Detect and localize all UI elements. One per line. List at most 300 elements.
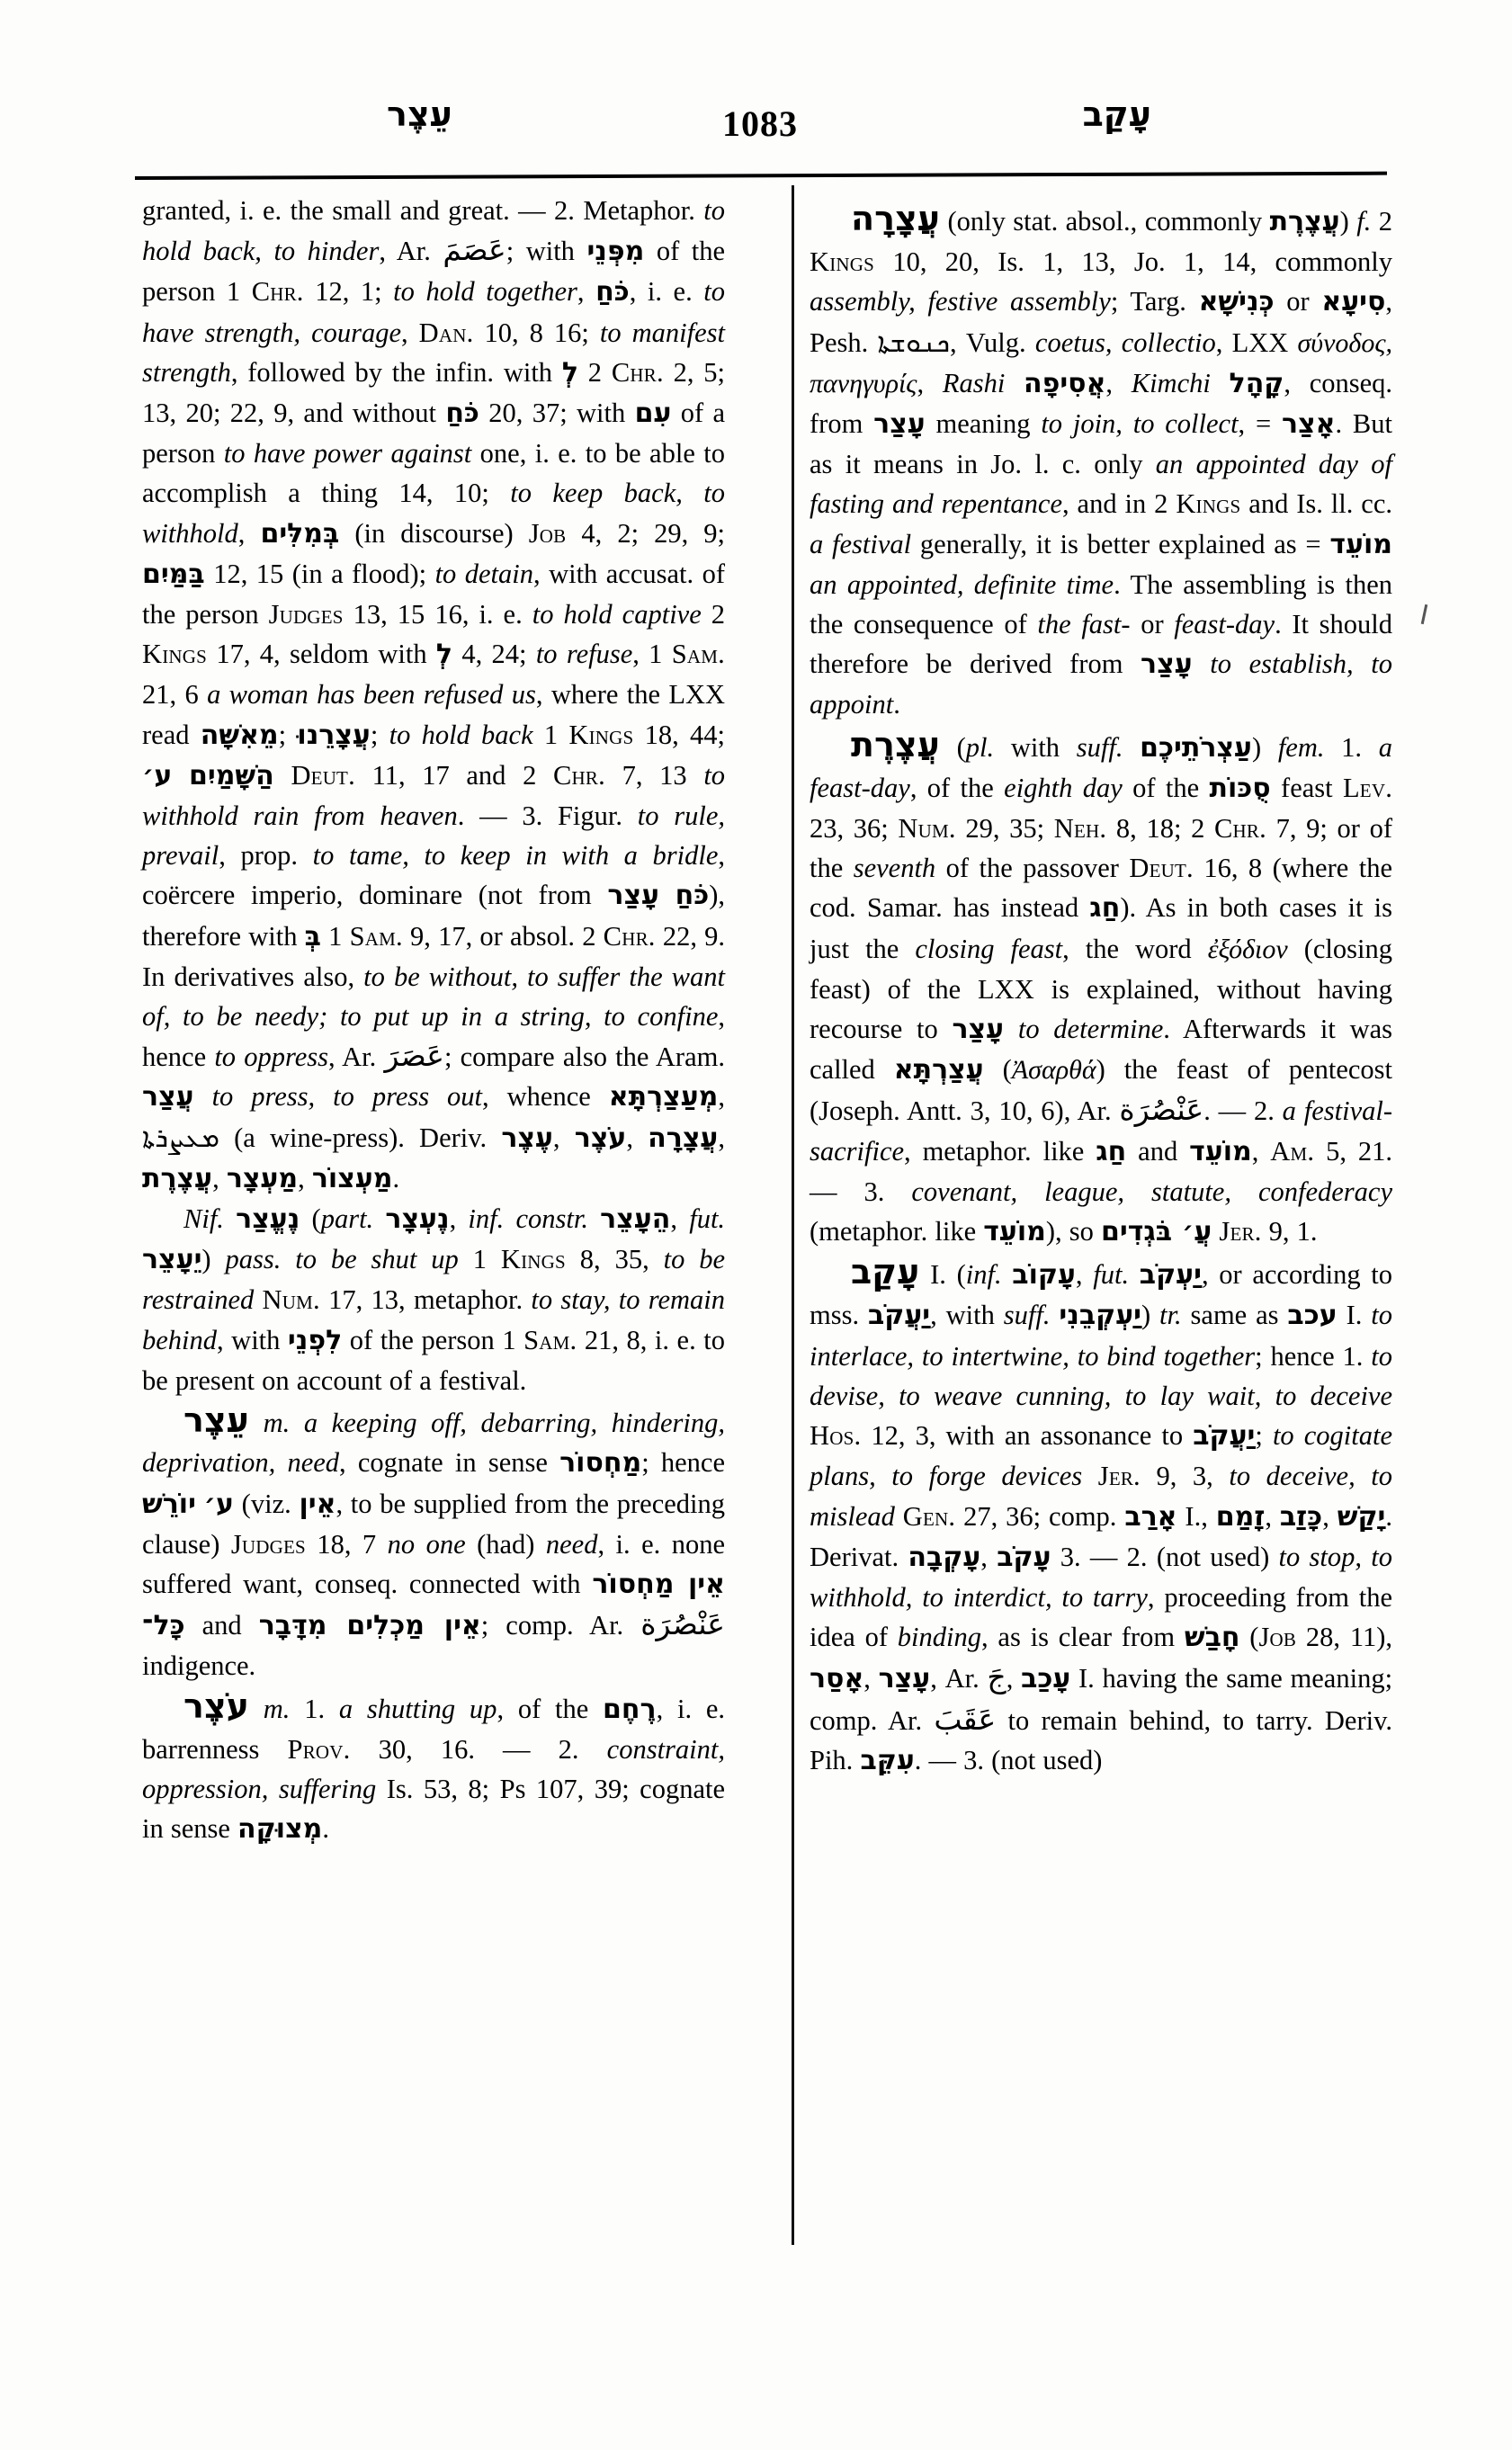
- body-text: 30, 16. — 2.: [350, 1733, 607, 1765]
- body-text: [194, 1081, 212, 1112]
- gloss-text: to withhold rain from heaven: [142, 759, 726, 832]
- body-text: [1005, 368, 1024, 398]
- book-abbreviation: Num.: [898, 813, 956, 845]
- gloss-text: a festival: [810, 528, 912, 559]
- hebrew-word: אֵין: [299, 1488, 336, 1520]
- book-abbreviation: Sam.: [523, 1324, 577, 1355]
- body-text: , where the LXX read: [142, 679, 726, 750]
- body-text: ; Targ.: [1110, 286, 1199, 317]
- body-text: . Afterwards it was called: [810, 1014, 1392, 1086]
- hebrew-word: עֲצַרְתָּא: [893, 1054, 984, 1086]
- body-text: and Is. ll. cc.: [1240, 488, 1393, 520]
- greek-word: σύνοδος, πανηγυρίς: [810, 327, 1392, 398]
- book-abbreviation: Deut.: [291, 759, 355, 791]
- gloss-text: to manifest strength: [142, 317, 725, 388]
- hebrew-lemma: עָקַב: [851, 1252, 920, 1292]
- book-abbreviation: Gen.: [902, 1500, 956, 1532]
- hebrew-word: אָצַר: [1281, 408, 1336, 441]
- body-text: 13, 15 16, i. e.: [343, 599, 532, 630]
- body-text: (in discourse): [339, 517, 529, 549]
- hebrew-word: רֶחֶם: [603, 1693, 657, 1725]
- right-text-column: [792, 191, 1392, 1781]
- hebrew-word: עֲצֶרֶת: [1269, 206, 1340, 237]
- body-text: 28, 11),: [1296, 1622, 1392, 1653]
- hebrew-word: עָצַר: [873, 408, 926, 441]
- hebrew-word: חָבַשׁ: [1184, 1622, 1240, 1654]
- gloss-text: inf.: [965, 1259, 1002, 1291]
- gloss-text: to press, to press out: [211, 1081, 483, 1113]
- body-text: 10, 8 16;: [473, 317, 600, 348]
- entry-otser: [142, 1686, 725, 1850]
- body-text: 3. — 2. (not used): [1051, 1541, 1279, 1572]
- body-text: , followed by the infin. with: [230, 356, 562, 388]
- hebrew-word: חַג: [1096, 1135, 1127, 1167]
- hebrew-lemma: עֲצֶרֶת: [851, 724, 940, 765]
- body-text: . — 3. Figur.: [457, 800, 638, 832]
- gloss-text: fut.: [1093, 1259, 1130, 1291]
- hebrew-word: ע׳: [142, 759, 173, 791]
- hebrew-word: עֲצָרָה: [648, 1122, 719, 1154]
- body-text: , and in 2: [1062, 488, 1176, 520]
- greek-word: Ἀσαρθά: [1011, 1055, 1096, 1086]
- gloss-text: pl.: [965, 731, 995, 763]
- hebrew-word: יַעְקֹב: [1139, 1259, 1202, 1292]
- arabic-word: عَصَرَ: [384, 1038, 444, 1074]
- body-text: ,: [670, 1203, 690, 1235]
- gloss-text: to tame, to keep in with a bridle: [312, 840, 719, 872]
- body-text: 10, 20, Is. 1, 13, Jo. 1, 14, commonly: [874, 246, 1392, 278]
- book-abbreviation: Neh.: [1053, 813, 1107, 845]
- hebrew-word: כֹּחַ: [595, 276, 630, 308]
- body-text: 23, 36;: [810, 813, 899, 845]
- hebrew-word: נֶעֱצַר: [236, 1203, 300, 1236]
- gloss-text: closing feast: [915, 933, 1063, 964]
- body-text: ,: [1251, 1135, 1271, 1167]
- body-text: , with accusat. of the person: [142, 558, 725, 630]
- body-text: of the person 1: [142, 236, 726, 308]
- hebrew-word: עָקֹב: [997, 1541, 1051, 1573]
- hebrew-word: סִיעָא: [1321, 286, 1386, 318]
- gloss-text: to determine: [1017, 1014, 1164, 1045]
- book-abbreviation: Prov.: [287, 1733, 351, 1765]
- body-text: , of the: [909, 772, 1005, 803]
- gloss-text: coetus, collectio: [1034, 326, 1216, 358]
- hebrew-word: קָהָל: [1229, 367, 1284, 399]
- hebrew-word: עֶצֶר: [501, 1122, 553, 1154]
- gloss-text: to hold back: [389, 719, 533, 750]
- gloss-text: to establish, to appoint: [810, 648, 1393, 720]
- body-text: . It should therefore be derived from: [810, 609, 1392, 680]
- gloss-text: to have power against: [223, 438, 472, 469]
- body-text: ,: [237, 517, 261, 549]
- body-text: 2, 5; 13, 20; 22, 9, and without: [142, 356, 725, 429]
- body-text: 4, 24;: [452, 639, 536, 670]
- hebrew-word: עכב: [1287, 1300, 1338, 1332]
- body-text: [254, 1284, 262, 1315]
- body-text: ,: [1006, 1663, 1022, 1694]
- hebrew-word: כֹּחַ: [675, 880, 710, 912]
- body-text: 9, 17, or absol. 2: [402, 920, 604, 952]
- hebrew-lemma: עֵצֶר: [183, 1400, 249, 1441]
- gloss-text: to be without, to suffer the want of, to be needy; to put up in a string, to confine: [142, 961, 725, 1033]
- gloss-text: suff.: [1076, 731, 1123, 763]
- body-text: (had): [465, 1528, 546, 1560]
- body-text: or: [1274, 286, 1322, 317]
- body-text: I.: [1337, 1300, 1372, 1331]
- book-abbreviation: Chr.: [603, 920, 656, 952]
- body-text: [249, 1694, 264, 1724]
- book-abbreviation: Kings: [142, 639, 208, 670]
- hebrew-word: יֵעָצֵר: [142, 1244, 202, 1276]
- body-text: , i. e. none suffered want, conseq. connected with: [142, 1528, 725, 1599]
- book-abbreviation: Kings: [500, 1244, 566, 1275]
- running-head: [135, 94, 1385, 174]
- body-text: 29, 35;: [955, 813, 1054, 845]
- hebrew-word: מַעְצָר: [226, 1162, 299, 1194]
- gloss-text: to interlace, to intertwine, to bind together: [810, 1300, 1392, 1372]
- hebrew-word: לְ: [561, 356, 579, 389]
- body-text: , as is clear from: [981, 1622, 1185, 1653]
- book-abbreviation: Num.: [262, 1284, 320, 1316]
- body-text: [1082, 1461, 1098, 1491]
- gloss-text: a feast-day: [810, 731, 1392, 803]
- gloss-text: to hold captive: [532, 599, 702, 630]
- body-text: , whence: [482, 1081, 609, 1113]
- body-text: [588, 1203, 600, 1234]
- body-text: ,: [449, 1203, 469, 1235]
- body-text: 22, 9. In derivatives also,: [142, 920, 726, 992]
- body-text: , prop.: [219, 840, 313, 872]
- gloss-text: part.: [320, 1203, 374, 1235]
- body-text: 1: [532, 719, 569, 750]
- body-text: ;: [278, 719, 298, 750]
- gloss-text: fem.: [1277, 731, 1325, 763]
- book-abbreviation: Dan.: [418, 317, 474, 348]
- gloss-text: to refuse: [535, 639, 633, 670]
- body-text: ; with: [505, 236, 587, 267]
- hebrew-word: חַג: [1089, 892, 1121, 925]
- body-text: of the person 1: [342, 1324, 524, 1355]
- gloss-text: covenant, league, statute, confederacy: [911, 1176, 1392, 1207]
- gloss-text: to rule, prevail: [142, 800, 725, 872]
- body-text: 1: [458, 1244, 501, 1275]
- body-text: [274, 760, 291, 791]
- body-text: 2: [578, 356, 612, 388]
- gloss-text: suff.: [1003, 1300, 1051, 1331]
- hebrew-lemma: עֲצָרָה: [851, 199, 941, 238]
- body-text: 8, 35,: [565, 1244, 664, 1275]
- body-text: 17, 4, seldom with: [207, 639, 436, 670]
- body-text: 12, 1;: [303, 276, 394, 308]
- body-text: 27, 36; comp.: [955, 1500, 1125, 1532]
- body-text: 17, 13, metaphor.: [319, 1284, 532, 1316]
- hebrew-word: יוֹרֵשׁ: [142, 1488, 196, 1520]
- body-text: ,: [626, 1122, 649, 1153]
- hebrew-word: לְ: [435, 639, 453, 671]
- entry-etser: [142, 1400, 725, 1685]
- gloss-text: assembly, festive assembly: [810, 286, 1111, 317]
- body-text: [1050, 1300, 1059, 1330]
- hebrew-word: כֹּחַ: [445, 398, 479, 430]
- body-text: . — 3. (not used): [914, 1744, 1103, 1775]
- body-text: ): [1251, 731, 1278, 763]
- body-text: 12, 15 (in a flood);: [204, 558, 435, 589]
- body-text: , with: [930, 1300, 1004, 1331]
- hebrew-word: עִם: [634, 398, 672, 430]
- hebrew-word: מֵאִשָּׁה: [200, 719, 279, 751]
- hebrew-word: עָקְבָה: [908, 1541, 981, 1573]
- body-text: [172, 760, 189, 791]
- hebrew-word: כְּנִישָׁא: [1198, 286, 1275, 318]
- body-text: ), therefore with: [142, 880, 725, 952]
- book-abbreviation: Chr.: [1213, 813, 1266, 845]
- gloss-text: m.: [263, 1693, 291, 1724]
- gloss-text: a woman has been refused us: [207, 679, 536, 711]
- hebrew-word: אֵין מַחְסוֹר כָּל־: [142, 1568, 725, 1642]
- hebrew-word: זָמַם: [1215, 1500, 1266, 1533]
- book-abbreviation: Job: [528, 517, 567, 549]
- entry-aqab: [810, 1252, 1392, 1781]
- body-text: ;: [1255, 1420, 1273, 1452]
- hebrew-word: נֶעְצָר: [385, 1203, 450, 1236]
- body-text: , cognate in sense: [339, 1447, 560, 1479]
- hebrew-word: הַשָּׁמַיִם: [188, 759, 274, 791]
- body-text: .: [322, 1813, 329, 1845]
- running-head-right-catchword: עָקַב: [1082, 94, 1151, 134]
- book-abbreviation: Jer.: [1097, 1461, 1141, 1492]
- body-text: ; hence: [641, 1447, 725, 1479]
- body-text: ): [1141, 1300, 1160, 1331]
- hebrew-word: מַעְצוֹר: [311, 1162, 393, 1194]
- body-text: ,: [980, 1541, 998, 1572]
- arabic-word: عَقَبَ: [934, 1701, 997, 1737]
- gloss-text: fut.: [689, 1203, 726, 1235]
- gloss-text: to be restrained: [142, 1244, 726, 1316]
- body-text: , metaphor. like: [904, 1135, 1096, 1167]
- body-text: to remain behind, to tarry. Deriv. Pih.: [810, 1704, 1392, 1775]
- hebrew-word: כָּזַב: [1279, 1500, 1323, 1533]
- gloss-text: m. a keeping off, debarring, hindering, deprivation, need: [142, 1408, 725, 1479]
- book-abbreviation: Jer.: [1219, 1216, 1262, 1247]
- body-text: , proceeding from the idea of: [810, 1581, 1392, 1653]
- gloss-text: to cogitate plans, to forge devices: [810, 1420, 1392, 1492]
- hebrew-word: מוֹעֵד: [983, 1216, 1046, 1248]
- left-text-column: [142, 191, 725, 1849]
- body-text: ,: [577, 276, 596, 308]
- hebrew-word: יַעְקְבֵנִי: [1059, 1300, 1141, 1332]
- gloss-text: pass. to be shut up: [225, 1244, 459, 1275]
- gloss-text: f.: [1356, 206, 1372, 237]
- body-text: , hence: [142, 1001, 725, 1073]
- body-text: ): [201, 1244, 226, 1275]
- gloss-text: tr.: [1159, 1300, 1182, 1331]
- body-text: [1211, 368, 1230, 398]
- hebrew-word: עָצַר: [1141, 648, 1193, 681]
- hebrew-word: בַּמַּיִם: [142, 558, 205, 590]
- body-text: [1123, 732, 1140, 763]
- body-text: [895, 1501, 903, 1532]
- body-text: of the passover: [935, 853, 1130, 884]
- body-text: 7, 13: [604, 759, 704, 791]
- body-text: (a wine-press). Deriv.: [219, 1122, 502, 1153]
- gloss-text: Kimchi: [1131, 367, 1211, 398]
- greek-word: ἐξόδιον: [1207, 934, 1288, 964]
- book-abbreviation: Chr.: [611, 356, 664, 388]
- hebrew-word: עִקֵּב: [860, 1744, 915, 1776]
- body-text: Is. 53, 8; Ps 107, 39; cognate in sense: [142, 1773, 725, 1845]
- body-text: ,: [1265, 1500, 1280, 1532]
- body-text: ; comp. Ar.: [480, 1610, 641, 1641]
- body-text: , to be supplied from the preceding clause): [142, 1488, 726, 1560]
- body-text: [196, 1489, 204, 1519]
- book-abbreviation: Judges: [268, 599, 344, 630]
- gloss-text: feast-day: [1174, 609, 1275, 640]
- book-abbreviation: Job: [1258, 1622, 1297, 1653]
- body-text: I. (: [919, 1259, 966, 1291]
- hebrew-word: יַעֲקֹב: [867, 1300, 931, 1332]
- body-text: [1129, 1259, 1140, 1290]
- body-text: ,: [1105, 367, 1132, 398]
- body-text: ,: [401, 317, 419, 348]
- body-text: I. having the same meaning; comp. Ar.: [810, 1663, 1393, 1736]
- gloss-text: to keep back, to withhold: [142, 478, 725, 549]
- body-text: (viz.: [233, 1488, 300, 1519]
- hebrew-word: עָצַר: [952, 1014, 1005, 1046]
- book-abbreviation: Kings: [1176, 488, 1241, 520]
- body-text: .: [893, 689, 900, 720]
- hebrew-word: אֵין מַכְלִים מִדָּבָר: [258, 1610, 481, 1642]
- body-text: , Vulg.: [950, 326, 1035, 358]
- gloss-text: Nif.: [183, 1203, 224, 1235]
- body-text: or: [1130, 609, 1175, 640]
- hebrew-word: מַחְסוֹר: [559, 1447, 642, 1480]
- body-text: 9, 1.: [1261, 1216, 1318, 1247]
- hebrew-word: מוֹעֵד: [1329, 528, 1392, 560]
- paragraph-niphal: [142, 1199, 725, 1400]
- body-text: 2: [701, 599, 726, 630]
- arabic-word: جَ: [987, 1659, 1007, 1695]
- body-text: 2: [1371, 206, 1392, 237]
- gloss-text: a festival-sacrifice: [810, 1095, 1392, 1167]
- body-text: ,: [212, 1162, 227, 1194]
- syriac-word: ܡܥܨܪܬܐ: [142, 1122, 219, 1154]
- book-abbreviation: Judges: [230, 1528, 306, 1560]
- body-text: feast: [1270, 772, 1343, 803]
- body-text: 12, 3, with an assonance to: [861, 1420, 1194, 1452]
- hebrew-word: אֲסִיפָה: [1024, 367, 1106, 399]
- book-abbreviation: Chr.: [553, 759, 605, 791]
- hebrew-word: עָקוֹב: [1012, 1259, 1076, 1292]
- book-abbreviation: Kings: [810, 246, 875, 278]
- body-text: of a person: [142, 398, 725, 469]
- body-text: ), so: [1045, 1216, 1102, 1247]
- body-text: 11, 17 and 2: [354, 759, 553, 791]
- body-text: ,: [917, 367, 943, 398]
- body-text: ; hence 1.: [1255, 1340, 1372, 1372]
- hebrew-word: בְּמִלִּים: [260, 517, 340, 550]
- entry-atsereth: [810, 725, 1392, 1253]
- arabic-word: عَنْصُرَة: [640, 1606, 725, 1642]
- body-text: , =: [1238, 408, 1282, 440]
- gloss-text: to deceive, to mislead: [810, 1461, 1393, 1532]
- gloss-text: an appointed day of fasting and repentance: [810, 449, 1393, 520]
- body-text: with: [994, 731, 1077, 763]
- hebrew-lemma: עֹצֶר: [183, 1685, 249, 1726]
- gloss-text: seventh: [853, 853, 936, 884]
- body-text: 9, 3,: [1140, 1461, 1230, 1492]
- gloss-text: to hold together: [393, 276, 577, 308]
- gloss-text: to oppress: [214, 1042, 328, 1073]
- gloss-text: to stay, to remain behind: [142, 1284, 726, 1355]
- gloss-text: to devise, to weave cunning, to lay wait, to deceive: [810, 1340, 1392, 1411]
- body-text: and: [184, 1610, 259, 1641]
- hebrew-word: עָצַר: [878, 1663, 931, 1695]
- body-text: 7, 9; or of the: [810, 813, 1392, 884]
- body-text: one, i. e. to be able to accomplish a thing 14, 10;: [142, 438, 725, 509]
- hebrew-word: עֲצַר: [142, 1081, 194, 1113]
- body-text: (closing feast) of the LXX is explained, without having recourse to: [810, 933, 1392, 1045]
- body-text: meaning: [925, 408, 1042, 440]
- hebrew-word: מִפְּנֵי: [586, 236, 645, 268]
- body-text: of the: [1122, 772, 1210, 803]
- body-text: 18, 44;: [633, 719, 725, 750]
- gloss-text: Rashi: [942, 367, 1006, 398]
- hebrew-word: מְצוּקָה: [237, 1813, 323, 1846]
- gloss-text: to stop, to withhold, to interdict, to tarry: [810, 1541, 1392, 1613]
- running-head-left-catchword: עֵצֶר: [387, 94, 452, 134]
- body-text: 8, 18; 2: [1106, 813, 1214, 845]
- body-text: (: [939, 731, 966, 763]
- body-text: ,: [718, 1122, 725, 1153]
- gloss-text: a shutting up: [338, 1693, 497, 1724]
- book-abbreviation: Kings: [568, 719, 634, 750]
- body-text: [249, 1408, 264, 1438]
- body-text: , i. e.: [629, 276, 704, 308]
- entry-atsarah: [810, 199, 1392, 725]
- gloss-text: eighth day: [1004, 772, 1123, 803]
- body-text: [1002, 1259, 1013, 1290]
- body-text: [1193, 648, 1211, 679]
- gloss-text: an appointed, definite time: [810, 568, 1114, 600]
- body-text: [1004, 1014, 1018, 1044]
- book-abbreviation: Deut.: [1129, 853, 1194, 884]
- body-text: , or according to mss.: [810, 1259, 1393, 1331]
- hebrew-word: מוֹעֵד: [1189, 1135, 1252, 1167]
- body-text: . — 2.: [1203, 1095, 1283, 1127]
- body-text: 16, 8 (where the cod. Samar. has instead: [810, 853, 1392, 924]
- gloss-text: inf. constr.: [468, 1203, 588, 1235]
- hebrew-word: יַעֲקֹב: [1193, 1420, 1256, 1453]
- body-text: , with: [217, 1324, 288, 1355]
- gloss-text: to have strength, courage: [142, 276, 725, 348]
- paragraph-atsar-continued: [142, 191, 725, 1199]
- body-text: granted, i. e. the small and great. — 2. Metaphor.: [142, 195, 704, 226]
- body-text: same as: [1181, 1300, 1288, 1331]
- body-text: , coërcere imperio, dominare (not from: [142, 840, 725, 911]
- body-text: generally, it is better explained as =: [911, 528, 1330, 559]
- body-text: , Ar.: [379, 236, 443, 267]
- body-text: 1.: [290, 1693, 339, 1724]
- body-text: 5, 21. — 3.: [810, 1135, 1393, 1207]
- gloss-text: no one: [387, 1528, 466, 1560]
- hebrew-word: עָצַר: [607, 880, 659, 912]
- arabic-word: عَصَمَ: [443, 232, 506, 268]
- book-abbreviation: Am.: [1270, 1135, 1315, 1167]
- arabic-word: عَنْصُرَة: [1119, 1092, 1204, 1128]
- body-text: , 1: [632, 639, 672, 670]
- hebrew-word: עַצְרֹתֵיכֶם: [1140, 731, 1252, 764]
- body-text: ;: [370, 719, 389, 750]
